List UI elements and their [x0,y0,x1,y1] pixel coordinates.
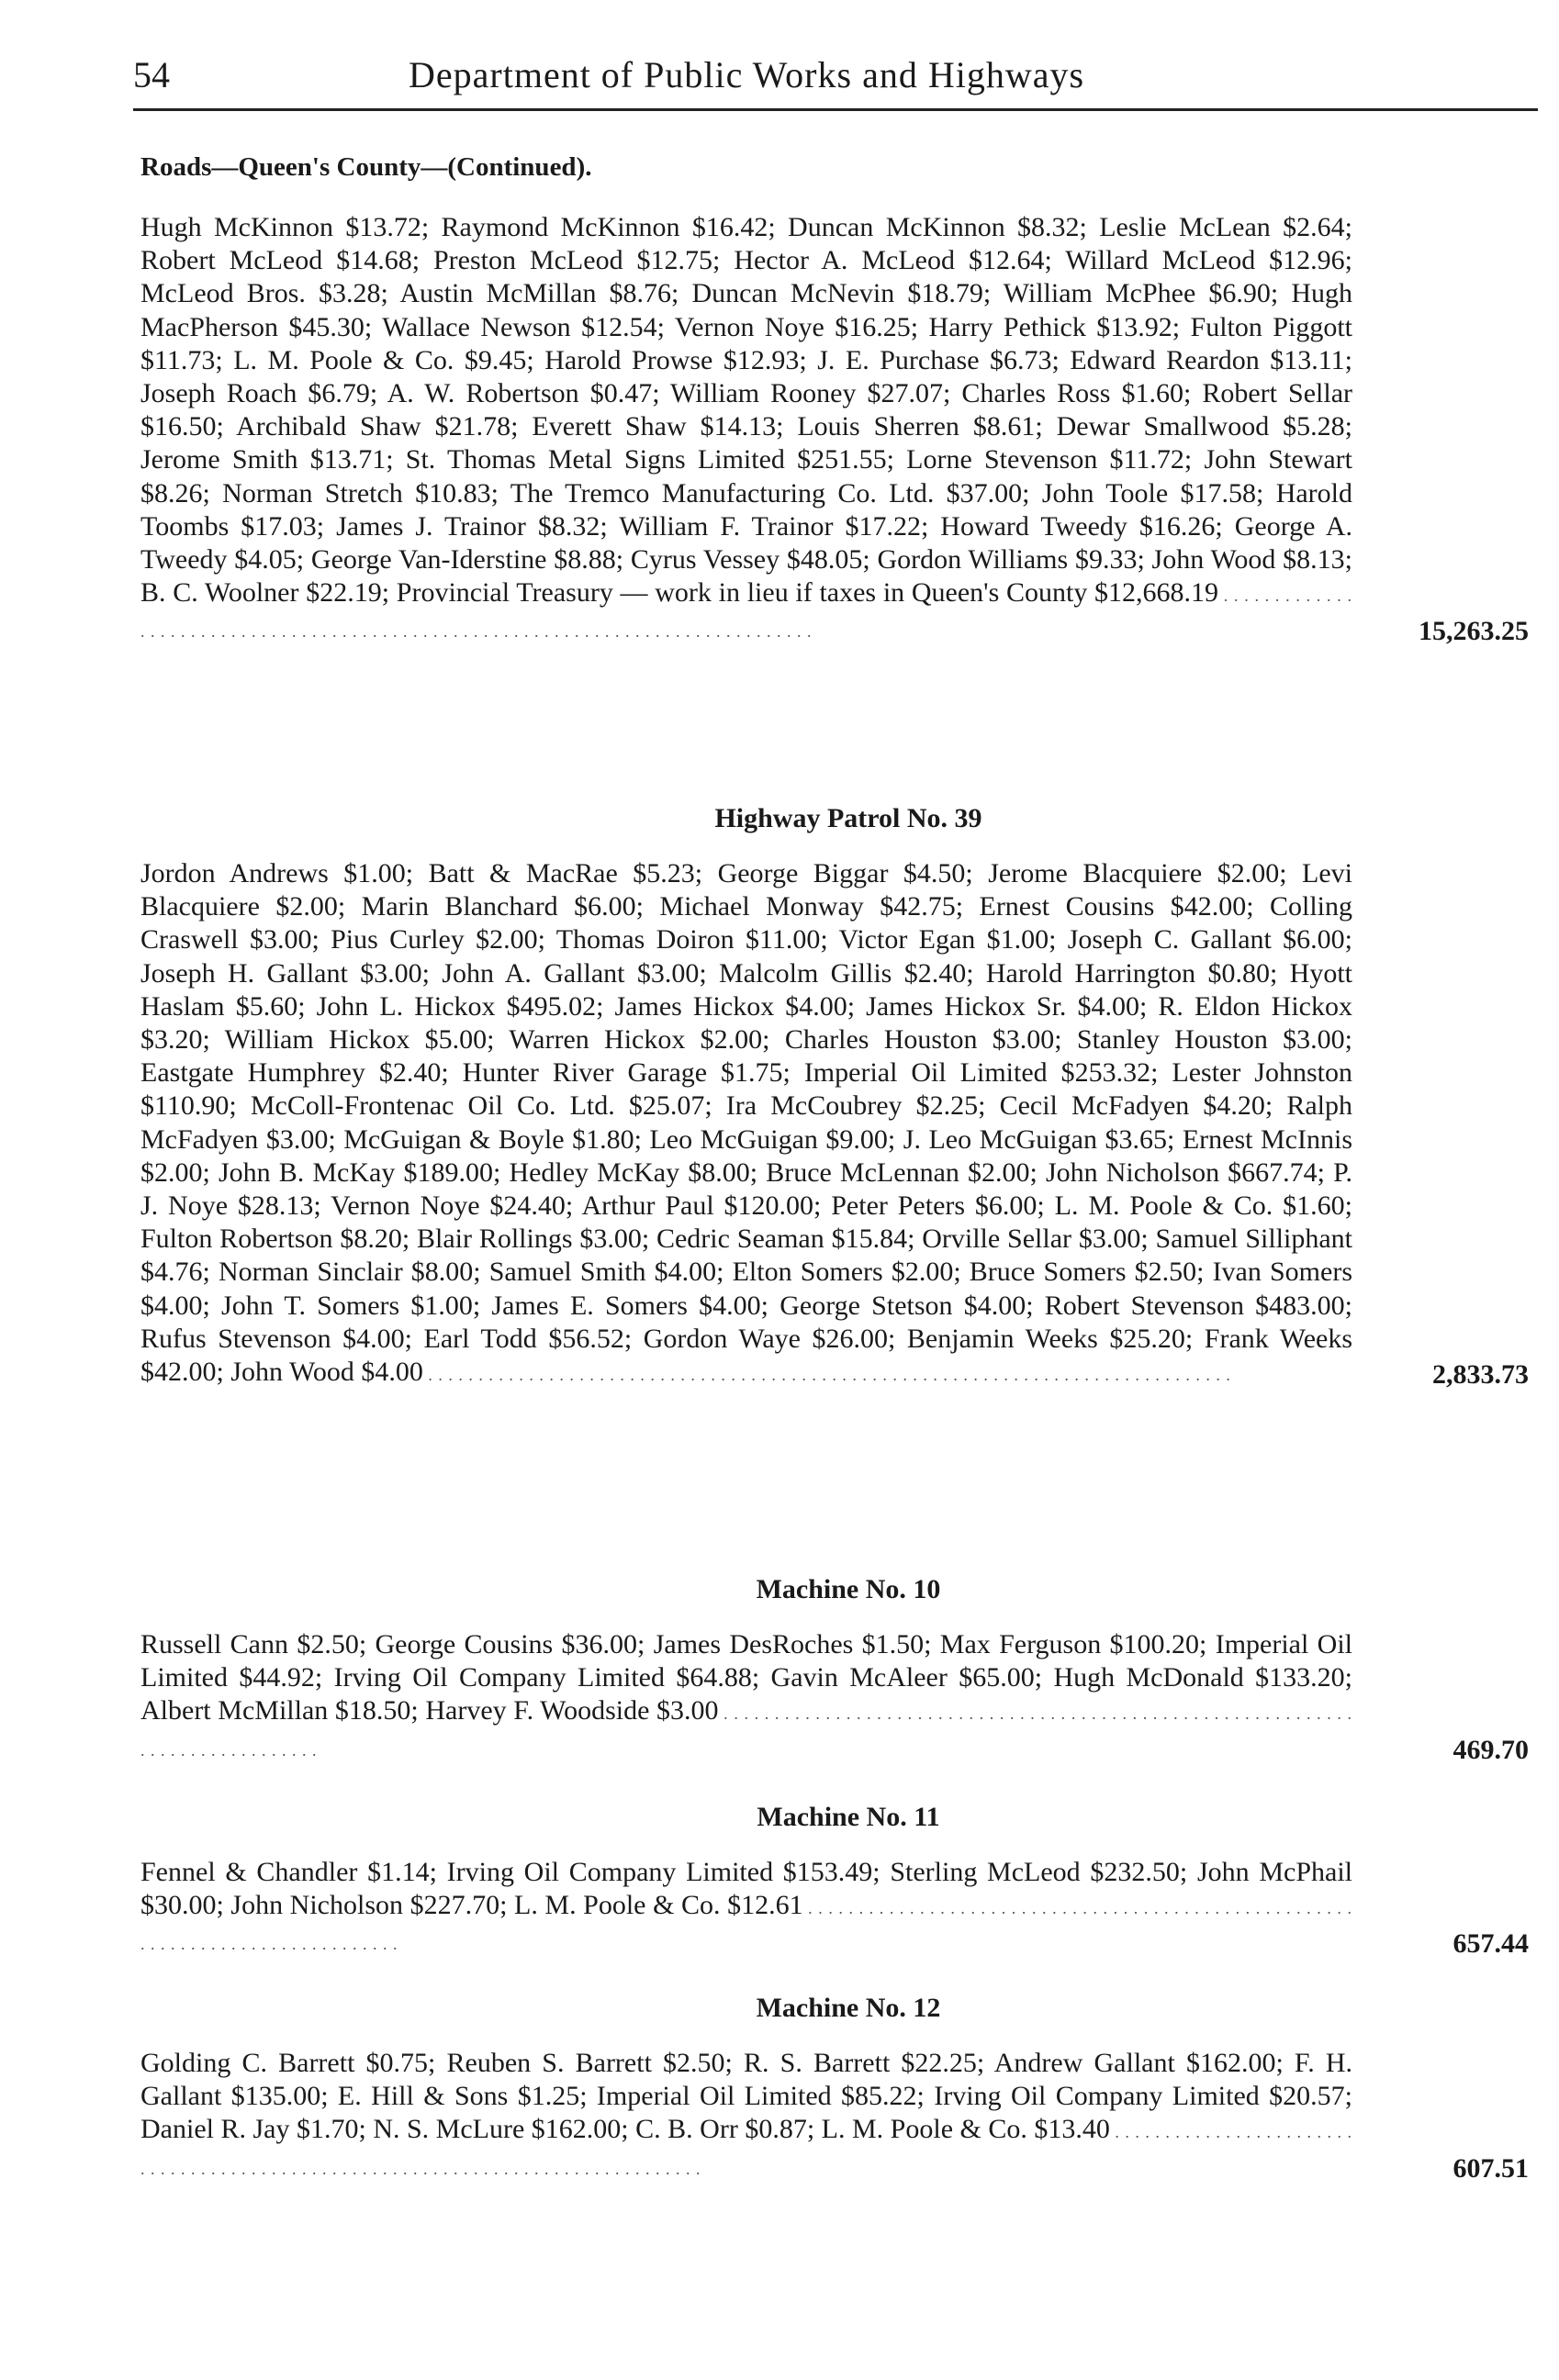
page-number: 54 [133,54,170,95]
entry-row [140,1628,1529,1767]
running-title: Department of Public Works and Highways [409,54,1085,95]
section-title: Highway Patrol No. 39 [714,803,982,833]
entry-list: Fennel & Chandler $1.14; Irving Oil Company Limited $153.49; Sterling McLeod $232.50; John McPhail $30.00; John Nicholson $227.70; L. M. Poole & Co. $12.61 [140,1857,1352,1921]
entry-row [140,2047,1529,2185]
entry-text [140,211,1352,649]
section-roads-queens-county [140,211,1529,649]
entry-text [140,857,1352,1391]
entry-list: Hugh McKinnon $13.72; Raymond McKinnon $16.42; Duncan McKinnon $8.32; Leslie McLean $2.64; Robert McLeod $14.68; Preston McLeod $12.75; Hector A. McLeod $12.64; Willard McLeod $12.96; McLeod Bros. $3.28; Austin McMillan $8.76; Duncan McNevin $18.79; William McPhee $6.90; Hugh MacPherson $45.30; Wallace Newson $12.54; Vernon Noye $16.25; Harry Pethick $13.92; Fulton Piggott $11.73; L. M. Poole & Co. $9.45; Harold Prowse $12.93; J. E. Purchase $6.73; Edward Reardon $13.11; Joseph Roach $6.79; A. W. Robertson $0.47; William Rooney $27.07; Charles Ross $1.60; Robert Sellar $16.50; Archibald Shaw $21.78; Everett Shaw $14.13; Louis Sherren $8.61; Dewar Smallwood $5.28; Jerome Smith $13.71; St. Thomas Metal Signs Limited $251.55; Lorne Stevenson $11.72; John Stewart $8.26; Norman Stretch $10.83; The Tremco Manufacturing Co. Ltd. $37.00; John Toole $17.58; Harold Toombs $17.03; James J. Trainor $8.32; William F. Trainor $17.22; Howard Tweedy $16.26; George A. Tweedy $4.05; George Van-Iderstine $8.88; Cyrus Vessey $48.05; Gordon Williams $9.33; John Wood $8.13; B. C. Woolner $22.19; Provincial Treasury — work in lieu if taxes in Queen's County $12,668.19 [140,212,1352,609]
section-machine-11 [140,1799,1529,1961]
section-total: 15,263.25 [1419,616,1529,647]
continued-heading: Roads—Queen's County—(Continued). [140,152,592,182]
section-title: Machine No. 12 [756,1993,941,2023]
section-title: Machine No. 10 [756,1574,941,1604]
page-header [133,51,1538,111]
entry-text [140,1628,1352,1767]
section-total: 469.70 [1452,1734,1529,1765]
entry-text [140,1856,1352,1961]
section-total: 607.51 [1452,2152,1529,2184]
entry-text [140,2047,1352,2185]
entry-list: Golding C. Barrett $0.75; Reuben S. Barrett $2.50; R. S. Barrett $22.25; Andrew Gallant $162.00; F. H. Gallant $135.00; E. Hill & Sons $1.25; Imperial Oil Limited $85.22; Irving Oil Company Limited $20.57; Daniel R. Jay $1.70; N. S. McLure $162.00; C. B. Orr $0.87; L. M. Poole & Co. $13.40 [140,2048,1352,2145]
section-machine-12 [140,1990,1529,2185]
entry-list: Russell Cann $2.50; George Cousins $36.00; James DesRoches $1.50; Max Ferguson $100.20; Imperial Oil Limited $44.92; Irving Oil Company Limited $64.88; Gavin McAleer $65.00; Hugh McDonald $133.20; Albert McMillan $18.50; Harvey F. Woodside $3.00 [140,1629,1352,1726]
section-total: 657.44 [1452,1928,1529,1960]
entry-row [140,211,1529,649]
section-highway-patrol-39 [140,800,1529,1391]
section-machine-10 [140,1571,1529,1767]
entry-row [140,1856,1529,1961]
dot-leader [423,1357,1231,1387]
section-title: Machine No. 11 [757,1802,940,1832]
entry-list: Jordon Andrews $1.00; Batt & MacRae $5.23; George Biggar $4.50; Jerome Blacquiere $2.00; Levi Blacquiere $2.00; Marin Blanchard $6.00; Michael Monway $42.75; Ernest Cousins $42.00; Colling Craswell $3.00; Pius Curley $2.00; Thomas Doiron $11.00; Victor Egan $1.00; Joseph C. Gallant $6.00; Joseph H. Gallant $3.00; John A. Gallant $3.00; Malcolm Gillis $2.40; Harold Harrington $0.80; Hyott Haslam $5.60; John L. Hickox $495.02; James Hickox $4.00; James Hickox Sr. $4.00; R. Eldon Hickox $3.20; William Hickox $5.00; Warren Hickox $2.00; Charles Houston $3.00; Stanley Houston $3.00; Eastgate Humphrey $2.40; Hunter River Garage $1.75; Imperial Oil Limited $253.32; Lester Johnston $110.90; McColl-Frontenac Oil Co. Ltd. $25.07; Ira McCoubrey $2.25; Cecil McFadyen $4.20; Ralph McFadyen $3.00; McGuigan & Boyle $1.80; Leo McGuigan $9.00; J. Leo McGuigan $3.65; Ernest McInnis $2.00; John B. McKay $189.00; Hedley McKay $8.00; Bruce McLennan $2.00; John Nicholson $667.74; P. J. Noye $28.13; Vernon Noye $24.40; Arthur Paul $120.00; Peter Peters $6.00; L. M. Poole & Co. $1.60; Fulton Robertson $8.20; Blair Rollings $3.00; Cedric Seaman $15.84; Orville Sellar $3.00; Samuel Silliphant $4.76; Norman Sinclair $8.00; Samuel Smith $4.00; Elton Somers $2.00; Bruce Somers $2.50; Ivan Somers $4.00; John T. Somers $1.00; James E. Somers $4.00; George Stetson $4.00; Robert Stevenson $483.00; Rufus Stevenson $4.00; Earl Todd $56.52; Gordon Waye $26.00; Benjamin Weeks $25.20; Frank Weeks $42.00; John Wood $4.00 [140,858,1352,1388]
section-total: 2,833.73 [1432,1359,1529,1391]
entry-row [140,857,1529,1391]
